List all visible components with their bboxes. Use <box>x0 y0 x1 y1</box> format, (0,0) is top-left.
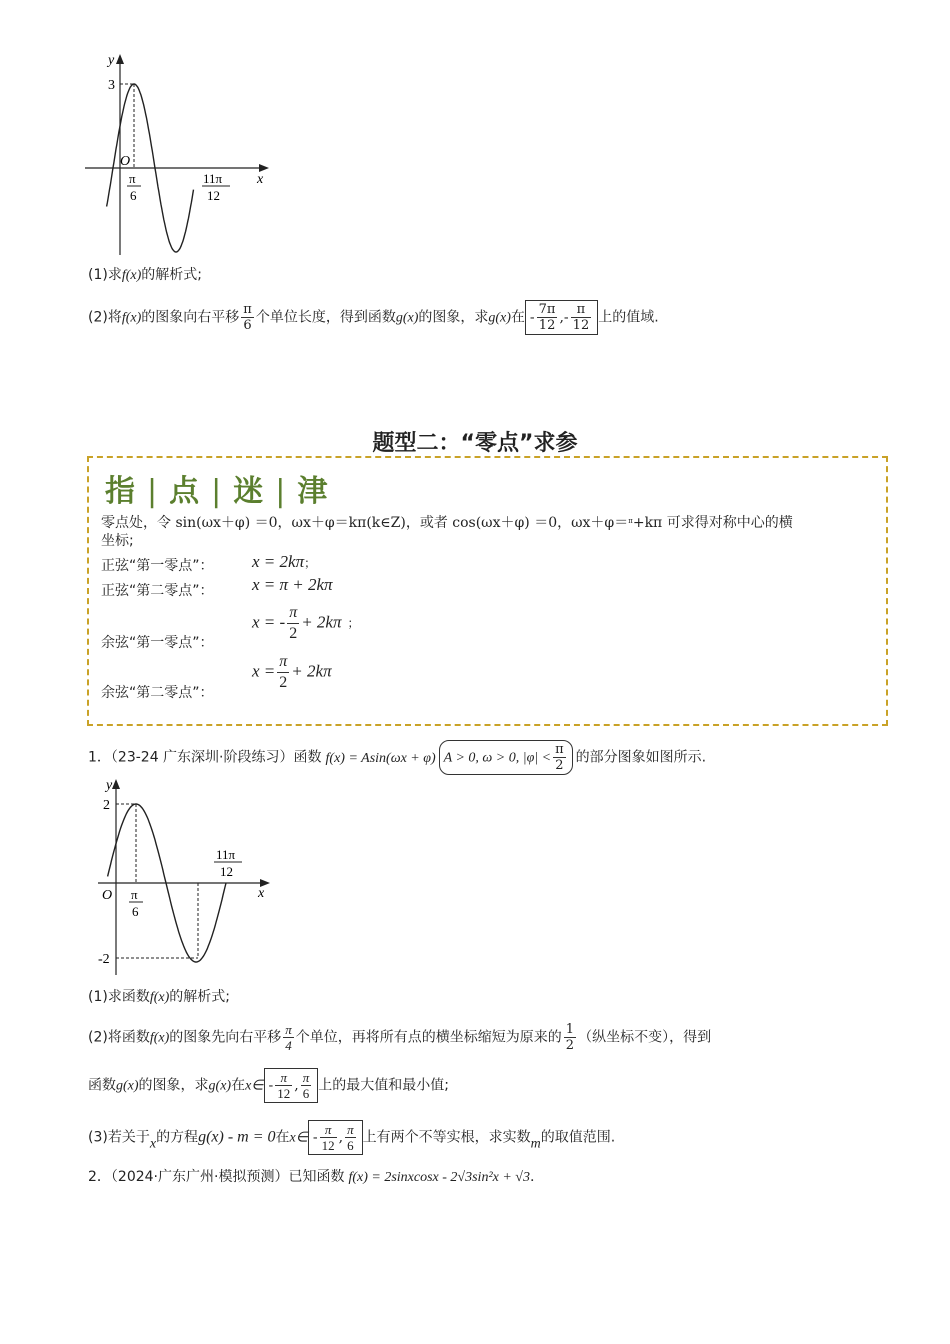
q1-part2-mid1: 的图象先向右平移 <box>169 1029 282 1046</box>
q1-part1-suffix: 的解析式; <box>169 989 230 1005</box>
tip-r2-label: 正弦“第二零点”： <box>101 583 214 599</box>
tip-r4-den: 2 <box>279 674 288 691</box>
top-part2-frac <box>241 302 254 333</box>
top-part2-prefix: (2)将 <box>88 309 122 326</box>
q1-part2-fx: f(x) <box>149 1030 170 1046</box>
q2-stem <box>88 1168 534 1187</box>
q1-suffix: 的部分图象如图所示. <box>575 749 707 766</box>
q1-part1-fx: f(x) <box>149 990 170 1005</box>
q1-part2-b-den: 6 <box>302 1086 310 1101</box>
q1-part2-line1 <box>88 1022 711 1053</box>
tip-line1-text: 零点处，令 sin(ωx＋φ) ＝0，ωx＋φ＝kπ(k∈Z)，或者 cos(ωx＋φ) ＝0，ωx＋φ＝ <box>101 515 629 531</box>
tip-r4-label: 余弦“第二零点”： <box>101 685 214 701</box>
x-tick1-den: 6 <box>130 188 137 203</box>
x-label: x <box>257 172 264 187</box>
q1-source: （23-24 广东深圳·阶段练习）函数 <box>110 749 322 766</box>
q1-part2-den: 4 <box>285 1038 292 1053</box>
y-arrow-icon <box>116 54 124 64</box>
q1-part2-a-den: 12 <box>277 1086 291 1101</box>
y-tick: 3 <box>108 78 115 93</box>
q1-part3 <box>88 1120 615 1155</box>
tip-r4-post: + 2kπ <box>291 661 332 681</box>
q1-part1-prefix: (1)求函数 <box>88 989 150 1005</box>
top-part1-prefix: (1)求 <box>88 267 122 283</box>
tip-r3-end: ； <box>347 616 360 631</box>
tip-r3-den: 2 <box>289 625 298 642</box>
q1-part2-b-num: π <box>302 1070 310 1085</box>
x-tick2-den: 12 <box>207 188 220 203</box>
q1-part3-x: x <box>149 1136 157 1152</box>
int-a-den: 12 <box>538 318 556 333</box>
top-part2-gx: g(x) <box>395 310 419 326</box>
tip-r3-pre: x = - <box>252 612 286 632</box>
tip-r1-end: ； <box>304 556 317 570</box>
q2-number: 2． <box>88 1169 111 1185</box>
q1-part3-suffix: 的取值范围. <box>540 1129 616 1146</box>
q1-part2-a-num: π <box>275 1070 292 1086</box>
x-tick2-num: 11π <box>216 847 236 862</box>
q1-part2-den2: 2 <box>565 1038 575 1053</box>
q1-part2-num2: 1 <box>565 1022 575 1037</box>
tip-r3-num: π <box>287 603 299 624</box>
tip-r3-math <box>252 603 360 644</box>
top-part2-suffix: 上的值域. <box>598 309 659 326</box>
q1-part2-l2c: 在 <box>231 1077 246 1094</box>
top-part2-fx: f(x) <box>121 310 142 326</box>
section-title: 题型二：“零点”求参 <box>372 431 578 456</box>
tip-r4-num: π <box>277 652 289 673</box>
tip-sep-3: | <box>275 474 288 509</box>
origin-label: O <box>120 154 131 169</box>
q1-part3-eq: g(x) - m = 0 <box>198 1128 276 1146</box>
tip-r2-math: x = π + 2kπ <box>252 575 333 594</box>
tip-line1 <box>101 512 793 532</box>
q1-condition <box>439 740 573 775</box>
q1-cond-text: A > 0, ω > 0, |φ| < <box>443 750 552 766</box>
q1-part2-prefix: (2)将函数 <box>88 1029 150 1046</box>
q1-part2-mid3: （纵坐标不变），得到 <box>578 1029 712 1046</box>
tip-r1-formula: x = 2kπ <box>252 552 305 571</box>
tip-r1-label: 正弦“第一零点”： <box>101 558 214 574</box>
int-a-num: 7π <box>538 302 556 317</box>
graph-top <box>80 50 280 260</box>
q1-part2-gx2: g(x) <box>208 1078 232 1094</box>
x-tick1-num: π <box>129 171 136 186</box>
tip-line2: 坐标; <box>101 533 134 549</box>
tip-r1-math <box>252 552 316 572</box>
x-tick1-num: π <box>131 887 138 902</box>
graph-q1 <box>88 775 278 980</box>
top-part2-mid2: 个单位长度，得到函数 <box>255 309 396 326</box>
q1-part2-l2d: 上的最大值和最小值; <box>318 1077 449 1094</box>
top-part1 <box>88 266 202 285</box>
q1-cond-den: 2 <box>555 758 564 773</box>
x-label: x <box>258 886 265 901</box>
tip-line1-tail: +kπ 可求得对称中心的横 <box>632 515 793 531</box>
q1-part3-m: m <box>530 1136 541 1152</box>
tip-title-4: 津 <box>297 474 330 509</box>
top-part2-interval: - $\frac{7\pi}{12}$ ,- $\frac{\pi}{12}$ <box>525 300 598 335</box>
tip-title-3: 迷 <box>233 474 266 509</box>
tip-r4-math <box>252 652 332 693</box>
q2-source: （2024·广东广州·模拟预测）已知函数 <box>110 1169 345 1185</box>
q1-part3-interval: - $\frac{\pi}{12}$ , $\frac{\pi}{6}$ <box>308 1120 363 1155</box>
x-arrow-icon <box>259 164 269 172</box>
top-part2-mid4: 在 <box>510 309 525 326</box>
y-max-tick: 2 <box>103 798 110 813</box>
q1-part2-xin: x∈ <box>245 1078 264 1094</box>
int-b-den: 12 <box>572 318 590 333</box>
top-part1-suffix: 的解析式; <box>141 267 202 283</box>
tip-title <box>105 466 329 510</box>
tip-title-1: 指 <box>105 474 137 509</box>
q1-part2-l2b: 的图象，求 <box>138 1077 209 1094</box>
y-label: y <box>106 778 113 793</box>
q1-part3-mid1: 的方程 <box>156 1129 199 1146</box>
tip-sep-1: | <box>147 474 160 509</box>
q1-cond-num: π <box>555 742 564 757</box>
top-part1-fx: f(x) <box>121 268 142 283</box>
top-part2-mid3: 的图象，求 <box>418 309 489 326</box>
frac-num: π <box>243 302 252 317</box>
y-label: y <box>108 53 115 68</box>
q1-stem <box>88 740 706 775</box>
tip-r3-label: 余弦“第一零点”： <box>101 635 214 651</box>
top-part2-gx2: g(x) <box>488 310 511 326</box>
q1-part3-b-den: 6 <box>347 1138 354 1153</box>
q2-formula: f(x) = 2sinxcosx - 2√3sin²x + √3 <box>348 1170 530 1185</box>
tip-title-2: 点 <box>169 474 202 509</box>
x-tick1-den: 6 <box>132 904 139 919</box>
q1-part3-prefix: (3)若关于 <box>88 1129 150 1146</box>
frac-den: 6 <box>243 318 252 333</box>
x-tick2-num: 11π <box>203 171 223 186</box>
tip-r4-pre: x = <box>252 661 276 681</box>
int-b-num: π <box>571 302 592 318</box>
origin-label: O <box>102 888 113 903</box>
q1-part3-a-den: 12 <box>321 1138 335 1153</box>
q1-number: 1． <box>88 749 111 766</box>
top-part2-mid1: 的图象向右平移 <box>141 309 240 326</box>
y-min-tick: -2 <box>98 952 110 967</box>
top-part2 <box>88 300 659 335</box>
q1-part2-interval: - $\frac{\pi}{12}$ , $\frac{\pi}{6}$ <box>264 1068 319 1103</box>
tip-line1-small: π <box>628 517 633 525</box>
q1-part3-mid3: 上有两个不等实根，求实数 <box>362 1129 531 1146</box>
q1-part2-num: π <box>285 1022 292 1037</box>
q1-part2-l2a: 函数 <box>88 1077 116 1094</box>
q2-end: . <box>529 1169 535 1185</box>
x-tick2-den: 12 <box>220 864 233 879</box>
tip-r3-post: + 2kπ <box>301 612 342 632</box>
y-arrow-icon <box>112 779 120 789</box>
q1-formula: f(x) = Asin(ωx + φ) <box>325 750 436 766</box>
tip-sep-2: | <box>211 474 224 509</box>
q1-part2-mid2: 个单位，再将所有点的横坐标缩短为原来的 <box>295 1029 562 1046</box>
q1-part3-a-num: π <box>320 1122 337 1138</box>
q1-part2-gx: g(x) <box>116 1078 139 1094</box>
q1-part3-xin: x∈ <box>289 1130 308 1146</box>
q1-part3-mid2: 在 <box>275 1129 290 1146</box>
q1-part2-line2 <box>88 1068 449 1103</box>
q1-part3-b-num: π <box>347 1122 354 1137</box>
q1-part1 <box>88 988 230 1007</box>
